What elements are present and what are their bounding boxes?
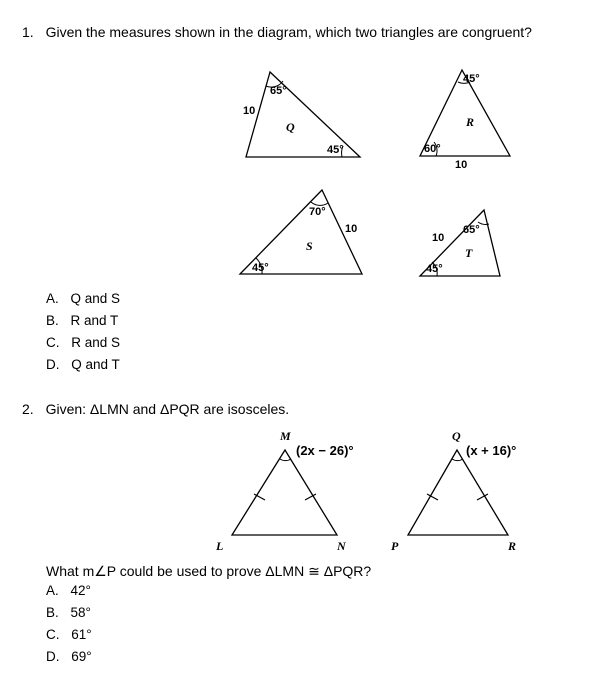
q1-option-a[interactable] (46, 291, 120, 306)
triangle-q-side: 10 (243, 105, 256, 117)
vertex-r: R (508, 539, 517, 553)
question-2-number: 2. (22, 401, 34, 417)
q1-option-b-text: R and T (70, 313, 119, 328)
q2-option-c-letter: C. (46, 627, 60, 642)
q1-option-c[interactable] (46, 335, 120, 350)
vertex-q: Q (452, 429, 461, 443)
q2-option-d-letter: D. (46, 649, 60, 664)
q1-option-d-text: Q and T (71, 357, 120, 372)
triangle-r-angle-top: 45° (463, 73, 480, 85)
triangle-r-angle-left: 60° (424, 143, 441, 155)
vertex-n: N (337, 539, 346, 553)
q1-option-c-letter: C. (46, 335, 60, 350)
triangle-t-name: T (465, 246, 473, 260)
triangle-t-angle-left: 45° (426, 263, 443, 275)
triangle-lmn (232, 450, 337, 535)
triangle-r-name: R (466, 115, 475, 129)
q1-option-b-letter: B. (46, 313, 59, 328)
triangle-t-angle-top: 65° (463, 224, 480, 236)
q1-option-d-letter: D. (46, 357, 60, 372)
question-2-given: Given: ΔLMN and ΔPQR are isosceles. (45, 401, 290, 417)
q2-option-c[interactable] (46, 627, 92, 642)
q1-option-a-letter: A. (46, 291, 59, 306)
angle-q-label: (x + 16)° (466, 443, 517, 458)
q1-option-b[interactable] (46, 313, 118, 328)
q2-option-d-text: 69° (71, 649, 92, 664)
q2-option-d[interactable] (46, 649, 92, 664)
vertex-l: L (216, 539, 224, 553)
question-1-text: Given the measures shown in the diagram, which two triangles are congruent? (45, 24, 532, 40)
q1-option-d[interactable] (46, 357, 120, 372)
q2-option-c-text: 61° (71, 627, 92, 642)
triangle-r-side: 10 (455, 159, 468, 171)
vertex-p: P (391, 539, 399, 553)
q1-option-a-text: Q and S (70, 291, 121, 306)
angle-m-label: (2x − 26)° (296, 443, 354, 458)
q2-option-a-letter: A. (46, 583, 59, 598)
q2-option-a[interactable] (46, 583, 91, 598)
triangle-s-angle-left: 45° (252, 262, 269, 274)
question-2-prompt (22, 401, 289, 417)
q2-option-b-letter: B. (46, 605, 59, 620)
q2-option-b[interactable] (46, 605, 91, 620)
question-2-question: What m∠P could be used to prove ΔLMN ≅ ΔPQR? (46, 563, 372, 579)
triangle-pqr (408, 450, 508, 535)
triangle-t-side: 10 (432, 232, 445, 244)
triangle-q-name: Q (286, 120, 295, 134)
triangle-s-side: 10 (345, 223, 358, 235)
question-1-number: 1. (22, 24, 34, 40)
q1-option-c-text: R and S (71, 335, 121, 350)
vertex-m: M (280, 429, 291, 443)
q2-option-a-text: 42° (70, 583, 91, 598)
triangle-s-name: S (306, 239, 313, 253)
q2-option-b-text: 58° (70, 605, 91, 620)
triangle-q-angle-right: 45° (327, 144, 344, 156)
triangle-q-angle-top: 65° (270, 85, 287, 97)
triangle-s-angle-top: 70° (309, 206, 326, 218)
